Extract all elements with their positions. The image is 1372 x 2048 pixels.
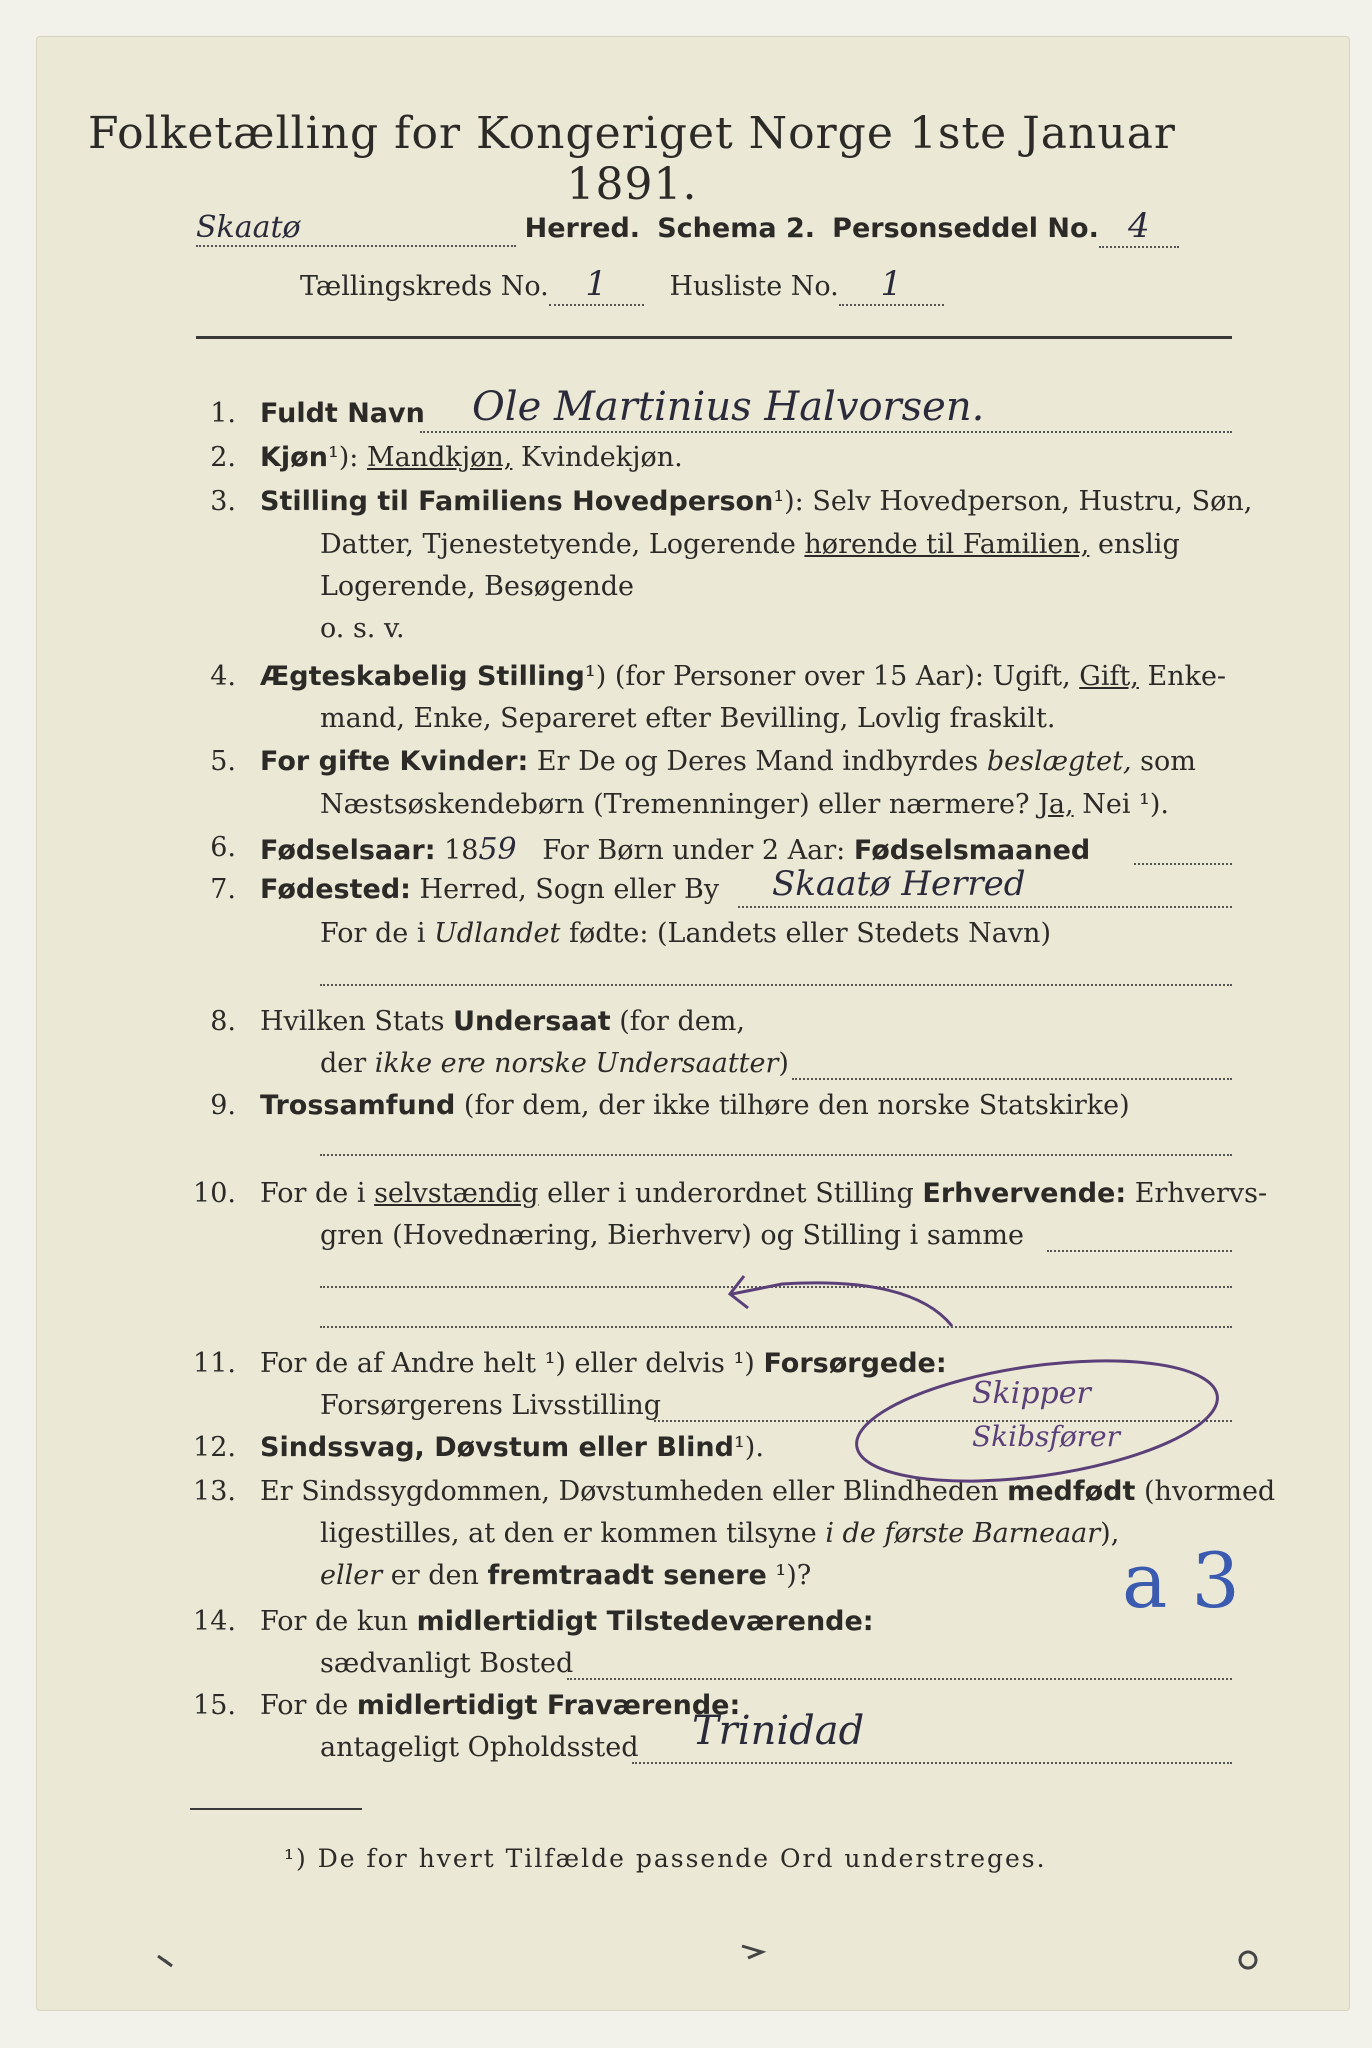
form-content xyxy=(72,36,1350,2011)
item-4-number: 4. xyxy=(210,661,236,692)
item-1-value: Ole Martinius Halvorsen. xyxy=(472,384,985,430)
item-2-sup: ¹): xyxy=(327,442,359,473)
margin-note: a 3 xyxy=(1122,1536,1240,1625)
item-10-selvstaendig: selvstændig xyxy=(374,1178,539,1209)
item-14-label: midlertidigt Tilstedeværende: xyxy=(416,1606,874,1637)
item-4-option-enke: Enke- xyxy=(1147,661,1227,692)
item-11-prefix: For de af Andre helt ¹) eller delvis ¹) xyxy=(260,1348,755,1379)
husliste-value: 1 xyxy=(839,264,944,306)
item-8-der: der xyxy=(320,1048,367,1079)
item-4-label: Ægteskabelig Stilling xyxy=(260,661,585,692)
personseddel-label: Personseddel No. xyxy=(832,213,1099,244)
item-2-number: 2. xyxy=(210,442,236,473)
item-12-label: Sindssvag, Døvstum eller Blind xyxy=(260,1432,734,1463)
item-8-suffix: (for dem, xyxy=(619,1006,745,1037)
item-13-medfodt: medfødt xyxy=(1007,1476,1136,1507)
pen-marks xyxy=(72,36,1350,2011)
item-4-option-gift: Gift, xyxy=(1079,661,1139,692)
item-13-question-2: ligestilles, at den er kommen tilsyne xyxy=(320,1518,817,1549)
item-1-label: Fuldt Navn xyxy=(260,398,425,429)
item-13-barneaar: i de første Barneaar xyxy=(825,1518,1101,1549)
item-15-label: midlertidigt Fraværende: xyxy=(356,1690,741,1721)
item-13-sup: ¹)? xyxy=(775,1560,812,1591)
item-6-year-prefix: 18 xyxy=(444,835,479,866)
item-4-options-1: (for Personer over 15 Aar): Ugift, xyxy=(614,661,1071,692)
personseddel-value: 4 xyxy=(1099,206,1179,248)
item-10-number: 10. xyxy=(193,1178,236,1209)
item-4-line-2: mand, Enke, Separeret efter Bevilling, Lovlig fraskilt. xyxy=(320,703,1056,734)
item-15-value: Trinidad xyxy=(692,1708,865,1754)
item-9-description: (for dem, der ikke tilhøre den norske Statskirke) xyxy=(463,1090,1130,1121)
item-1-number: 1. xyxy=(210,398,236,429)
item-7-place-label: Herred, Sogn eller By xyxy=(419,874,720,905)
item-3-options-2: Datter, Tjenestetyende, Logerende xyxy=(320,529,796,560)
taellingskreds-value: 1 xyxy=(549,264,644,306)
item-11-line-2: Forsørgerens Livsstilling xyxy=(320,1390,662,1421)
item-6-birth-month-label: Fødselsmaaned xyxy=(853,835,1091,866)
item-2-option-kvindekjon: Kvindekjøn. xyxy=(521,442,683,473)
item-6-label: Fødselsaar: xyxy=(260,835,436,866)
annotation-ellipse xyxy=(849,1341,1225,1501)
item-3-option-horende: hørende til Familien, xyxy=(804,529,1090,560)
husliste-label: Husliste No. xyxy=(669,271,839,302)
item-8-close-paren: ) xyxy=(778,1048,789,1079)
item-13-eller: eller xyxy=(320,1560,383,1591)
item-15-prefix: For de xyxy=(260,1690,349,1721)
item-7-abroad-label: fødte: (Landets eller Stedets Navn) xyxy=(568,918,1051,949)
item-3-options-1: Selv Hovedperson, Hustru, Søn, xyxy=(812,486,1253,517)
item-5-option-nei: Nei ¹). xyxy=(1082,789,1169,820)
item-5-question: Er De og Deres Mand indbyrdes xyxy=(536,746,979,777)
item-2-label: Kjøn xyxy=(260,442,328,473)
item-5-som: som xyxy=(1140,746,1196,777)
item-7-number: 7. xyxy=(210,874,236,905)
item-3-option-enslig: enslig xyxy=(1097,529,1180,560)
item-5-option-ja: Ja, xyxy=(1038,789,1074,820)
item-12-number: 12. xyxy=(193,1432,236,1463)
item-11-label: Forsørgede: xyxy=(763,1348,947,1379)
item-7-value: Skaatø Herred xyxy=(772,864,1026,904)
census-form-sheet xyxy=(36,36,1350,2011)
arrow-line xyxy=(732,1283,952,1326)
item-6-number: 6. xyxy=(210,832,236,863)
item-5-number: 5. xyxy=(210,746,236,777)
item-13-er-den: er den xyxy=(390,1560,479,1591)
item-11-value-2: Skibsfører xyxy=(972,1420,1120,1453)
corner-mark-right xyxy=(1240,1952,1256,1968)
item-14-line-2: sædvanligt Bosted xyxy=(320,1648,574,1679)
item-5-question-2: Næstsøskendebørn (Tremenninger) eller nærmere? xyxy=(320,789,1030,820)
item-13-hvormed: (hvormed xyxy=(1144,1476,1276,1507)
item-8-number: 8. xyxy=(210,1006,236,1037)
item-13-question: Er Sindssygdommen, Døvstumheden eller Blindheden xyxy=(260,1476,999,1507)
item-8-label: Undersaat xyxy=(453,1006,611,1037)
item-10-label: Erhvervende: xyxy=(922,1178,1127,1209)
item-11-value-1: Skipper xyxy=(972,1376,1091,1411)
item-5-label: For gifte Kvinder: xyxy=(260,746,529,777)
item-2-option-mandkjon: Mandkjøn, xyxy=(367,442,513,473)
item-15-line-2: antageligt Opholdssted xyxy=(320,1732,639,1763)
item-7-udlandet: Udlandet xyxy=(434,918,561,949)
corner-mark-center xyxy=(742,1946,762,1958)
item-14-prefix: For de kun xyxy=(260,1606,408,1637)
item-12-sup: ¹). xyxy=(733,1432,764,1463)
item-8-prefix: Hvilken Stats xyxy=(260,1006,445,1037)
schema-label: Schema 2. xyxy=(657,213,815,244)
item-9-number: 9. xyxy=(210,1090,236,1121)
item-4-sup: ¹) xyxy=(584,661,607,692)
item-14-number: 14. xyxy=(193,1606,236,1637)
item-3-sup: ¹): xyxy=(773,486,804,517)
item-15-number: 15. xyxy=(193,1690,236,1721)
item-10-suffix: Erhvervs- xyxy=(1134,1178,1268,1209)
taellingskreds-label: Tællingskreds No. xyxy=(300,271,549,302)
item-3-label: Stilling til Familiens Hovedperson xyxy=(260,486,774,517)
item-13-number: 13. xyxy=(193,1476,236,1507)
herred-label: Herred. xyxy=(524,213,641,244)
item-6-year-value: 59 xyxy=(478,832,517,867)
item-9-label: Trossamfund xyxy=(260,1090,456,1121)
item-13-close: ), xyxy=(1100,1518,1120,1549)
form-title: Folketælling for Kongeriget Norge 1ste Januar 1891. xyxy=(88,108,1176,210)
item-10-line-2: gren (Hovednæring, Bierhverv) og Stilling i samme xyxy=(320,1220,1025,1251)
footnote: ¹) De for hvert Tilfælde passende Ord understreges. xyxy=(284,1844,1047,1873)
item-13-fremtraadt: fremtraadt senere xyxy=(487,1560,767,1591)
item-5-beslaegtet: beslægtet, xyxy=(986,746,1132,777)
item-10-middle: eller i underordnet Stilling xyxy=(547,1178,914,1209)
item-3-number: 3. xyxy=(210,486,236,517)
item-10-prefix: For de i xyxy=(260,1178,366,1209)
herred-value: Skaatø xyxy=(196,210,516,247)
item-8-condition: ikke ere norske Undersaatter xyxy=(374,1048,779,1079)
item-11-number: 11. xyxy=(193,1348,236,1379)
item-3-line-4: o. s. v. xyxy=(320,613,405,644)
corner-mark-left xyxy=(158,1956,172,1966)
item-3-line-3: Logerende, Besøgende xyxy=(320,571,634,602)
item-7-label: Fødested: xyxy=(260,874,411,905)
item-6-children-label: For Børn under 2 Aar: xyxy=(542,835,846,866)
item-7-abroad-prefix: For de i xyxy=(320,918,426,949)
